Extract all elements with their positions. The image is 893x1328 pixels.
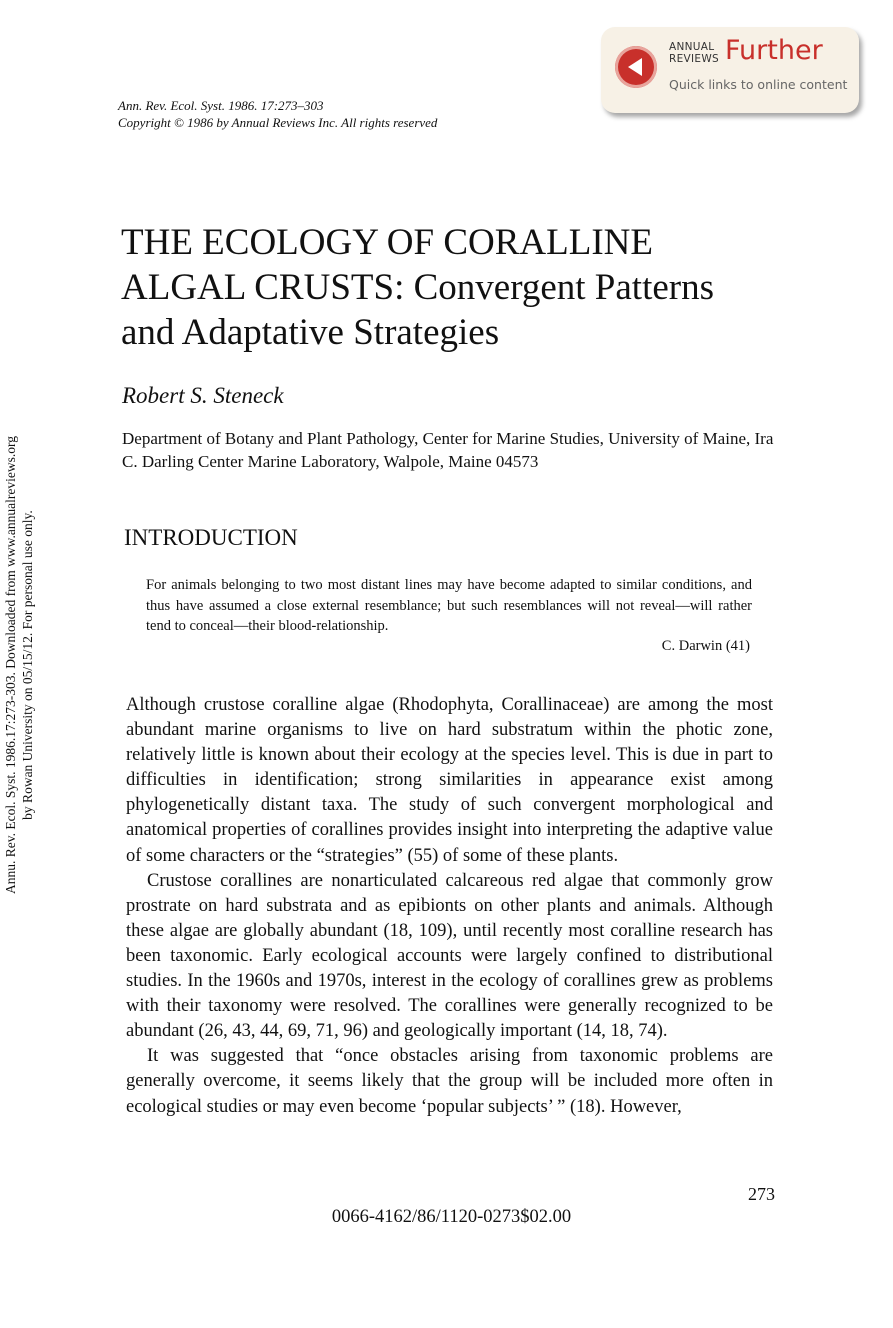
download-notice: [2, 380, 46, 950]
epigraph-text: For animals belonging to two most distant lines may have become adapted to similar conditions, and thus have assumed a close external resemblance; but such resemblances will not reveal—will rather tend to conceal—their blood-relationship.: [146, 577, 752, 634]
body-paragraph-1: Although crustose coralline algae (Rhodophyta, Corallinaceae) are among the most abundant marine organisms to live on hard substratum within the photic zone, relatively little is known about their ecology at the species level. This is due in part to difficulties in identification; strong similarities in appearance exist among phylogenetically distant taxa. The study of such convergent morphological and anatomical properties of corallines provides insight into interpreting the adaptive value of some characters or the “strategies” (55) of some of these plants.: [126, 695, 773, 866]
epigraph-attribution: C. Darwin (41): [661, 638, 750, 654]
page-number: 273: [748, 1184, 775, 1204]
logo-reviews: REVIEWS: [669, 53, 719, 65]
quick-links-tagline: Quick links to online content: [669, 77, 848, 92]
further-label: Further: [725, 35, 823, 66]
download-notice-line-2: by Rowan University on 05/15/12. For personal use only.: [20, 510, 35, 820]
body-text: [126, 693, 773, 1120]
article-code: 0066-4162/86/1120-0273$02.00: [331, 1207, 572, 1227]
body-paragraph-2: Crustose corallines are nonarticulated calcareous red algae that commonly grow prostrate on hard substrata and as epibionts on other plants and animals. Although these algae are globally abundant (18, 109), until recently most coralline research has been taxonomic. Early ecological accounts were largely confined to distributional studies. In the 1960s and 1970s, interest in the ecology of corallines grew as problems with their taxonomy were resolved. The corallines were generally recognized to be abundant (26, 43, 44, 69, 71, 96) and geologically important (14, 18, 74).: [126, 870, 773, 1042]
title-line-1: THE ECOLOGY OF CORALLINE: [121, 222, 654, 263]
title-line-2: ALGAL CRUSTS: Convergent Patterns: [121, 267, 715, 308]
annual-reviews-further-badge[interactable]: [601, 27, 859, 113]
author-name: Robert S. Steneck: [122, 383, 284, 408]
annual-reviews-logo: [669, 41, 719, 65]
download-notice-text: [2, 380, 36, 950]
copyright-line: Copyright © 1986 by Annual Reviews Inc. All rights reserved: [118, 115, 438, 130]
download-notice-line-1: Annu. Rev. Ecol. Syst. 1986.17:273-303. Downloaded from www.annualreviews.org: [3, 435, 18, 895]
author-affiliation: Department of Botany and Plant Pathology, Center for Marine Studies, University of Maine, Ira C. Darling Center Marine Laboratory, Walpole, Maine 04573: [122, 429, 774, 471]
journal-citation: Ann. Rev. Ecol. Syst. 1986. 17:273–303: [118, 98, 324, 113]
title-line-3: and Adaptative Strategies: [121, 312, 500, 353]
back-arrow-icon: [615, 46, 657, 88]
section-heading: INTRODUCTION: [124, 525, 298, 550]
article-title: [121, 220, 714, 355]
logo-annual: ANNUAL: [669, 41, 715, 53]
journal-header: [118, 97, 437, 131]
body-paragraph-3: It was suggested that “once obstacles arising from taxonomic problems are generally overcome, it seems likely that the group will be included more often in ecological studies or may even become ‘popular subjects’ ” (18). However,: [126, 1046, 773, 1117]
